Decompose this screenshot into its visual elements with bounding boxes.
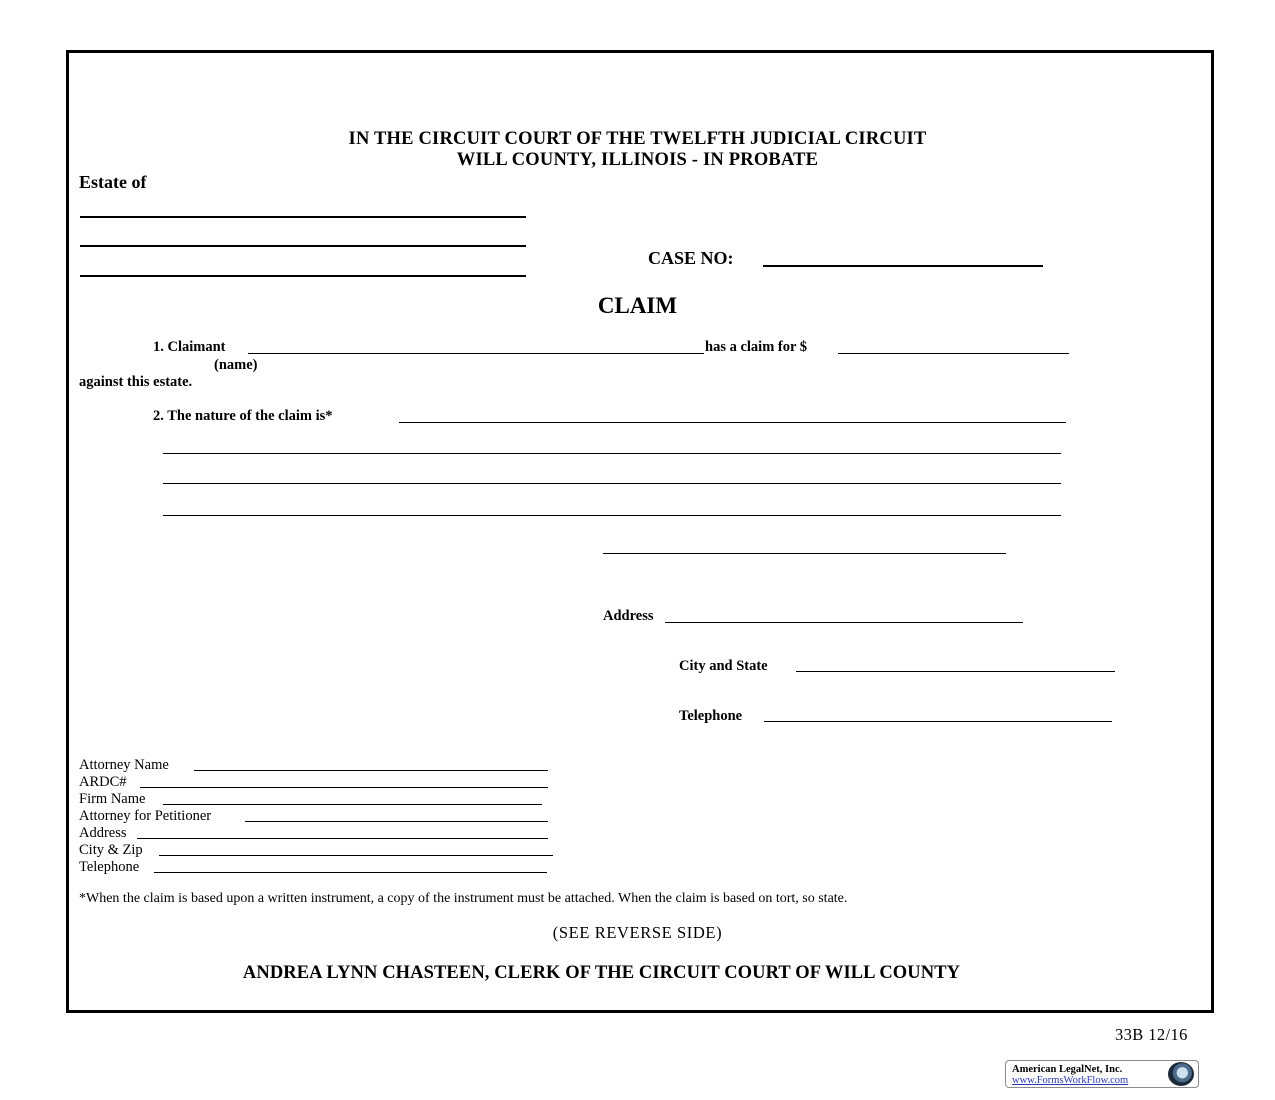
badge-company: American LegalNet, Inc. <box>1012 1064 1123 1075</box>
city-state-label: City and State <box>679 658 768 674</box>
court-heading-line1: IN THE CIRCUIT COURT OF THE TWELFTH JUDICIAL CIRCUIT <box>348 129 927 149</box>
against-estate-text: against this estate. <box>79 374 193 390</box>
claimant-signature-line[interactable] <box>603 553 1006 554</box>
city-zip-field[interactable] <box>159 855 553 856</box>
claimant-name-field[interactable] <box>248 353 704 354</box>
attorney-for-petitioner-field[interactable] <box>245 821 548 822</box>
firm-name-label: Firm Name <box>79 791 146 807</box>
attorney-name-label: Attorney Name <box>79 757 169 773</box>
nature-of-claim-line-4[interactable] <box>163 515 1061 516</box>
court-heading-line2: WILL COUNTY, ILLINOIS - IN PROBATE <box>456 150 819 170</box>
estate-name-line-2[interactable] <box>80 245 526 247</box>
nature-of-claim-line-3[interactable] <box>163 483 1061 484</box>
see-reverse-side: (SEE REVERSE SIDE) <box>552 923 723 942</box>
nature-of-claim-label: 2. The nature of the claim is* <box>153 408 333 424</box>
firm-name-field[interactable] <box>163 804 542 805</box>
attorney-name-field[interactable] <box>194 770 548 771</box>
americanlegalnet-badge[interactable] <box>1005 1060 1199 1088</box>
ardc-field[interactable] <box>140 787 548 788</box>
city-zip-label: City & Zip <box>79 842 143 858</box>
form-code: 33B 12/16 <box>1115 1025 1188 1044</box>
attorney-telephone-field[interactable] <box>154 872 547 873</box>
claimant-address-label: Address <box>603 608 654 624</box>
claimant-telephone-field[interactable] <box>764 721 1112 722</box>
case-no-field[interactable] <box>763 265 1043 267</box>
form-border <box>66 50 1214 1013</box>
attorney-address-field[interactable] <box>137 838 548 839</box>
footnote-text: *When the claim is based upon a written instrument, a copy of the instrument must be attached. When the claim is based on tort, so state. <box>79 891 848 906</box>
form-title: CLAIM <box>597 293 678 318</box>
estate-of-label: Estate of <box>79 172 147 192</box>
nature-of-claim-line-1[interactable] <box>399 422 1066 423</box>
claim-amount-label: has a claim for $ <box>705 339 808 355</box>
attorney-telephone-label: Telephone <box>79 859 140 875</box>
clerk-name: ANDREA LYNN CHASTEEN, CLERK OF THE CIRCUIT COURT OF WILL COUNTY <box>242 963 961 983</box>
claim-amount-field[interactable] <box>838 353 1069 354</box>
city-state-field[interactable] <box>796 671 1115 672</box>
case-no-label: CASE NO: <box>648 248 734 268</box>
globe-logo-icon <box>1168 1062 1194 1086</box>
claimant-address-field[interactable] <box>665 622 1023 623</box>
attorney-for-petitioner-label: Attorney for Petitioner <box>79 808 212 824</box>
name-hint: (name) <box>214 357 258 373</box>
ardc-label: ARDC# <box>79 774 127 790</box>
attorney-address-label: Address <box>79 825 127 841</box>
estate-name-line-1[interactable] <box>80 216 526 218</box>
nature-of-claim-line-2[interactable] <box>163 453 1061 454</box>
claimant-telephone-label: Telephone <box>679 708 743 724</box>
estate-name-line-3[interactable] <box>80 275 526 277</box>
claimant-label: 1. Claimant <box>153 339 226 355</box>
badge-url-link[interactable]: www.FormsWorkFlow.com <box>1012 1075 1129 1086</box>
